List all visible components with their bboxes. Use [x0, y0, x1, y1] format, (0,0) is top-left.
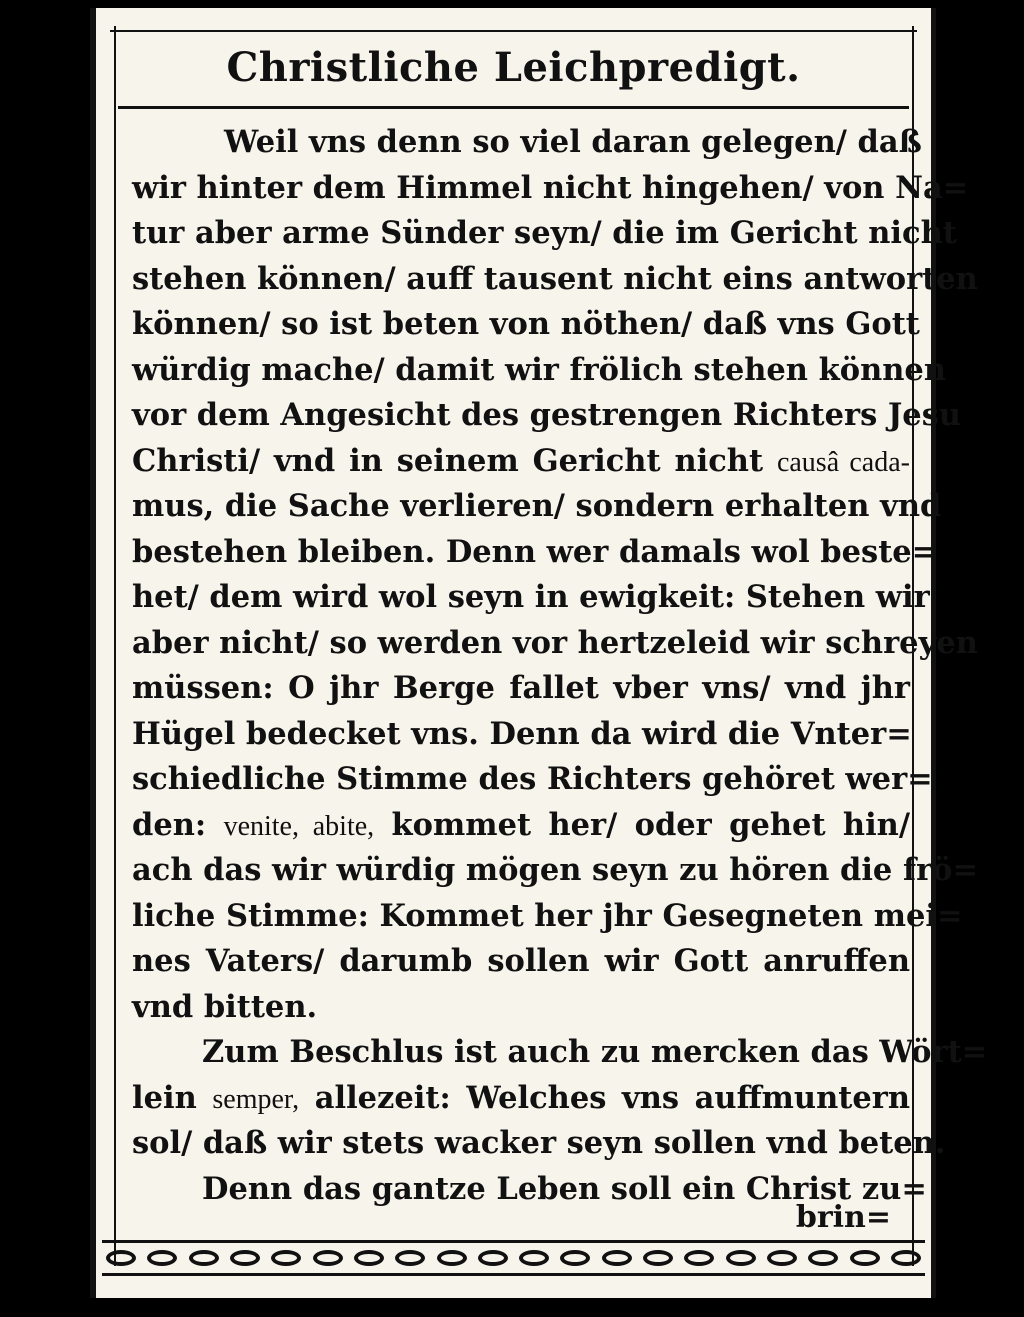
text-line: vnd bitten. [132, 988, 318, 1025]
ornament-link-icon [850, 1250, 880, 1266]
text-line: müssen: O jhr Berge fallet vber vns/ vnd jhr [132, 670, 910, 706]
ornament-link-icon [437, 1250, 467, 1266]
ornament-link-icon [602, 1250, 632, 1266]
ornament-link-icon [891, 1250, 921, 1266]
ornament-link-icon [478, 1250, 508, 1266]
ornament-link-icon [808, 1250, 838, 1266]
text-line: ach das wir würdig mögen seyn zu hören die frö= [132, 852, 979, 888]
ornament-link-icon [395, 1250, 425, 1266]
ornament-link-icon [147, 1250, 177, 1266]
text-line: nes Vaters/ darumb sollen wir Gott anruffen [132, 943, 910, 979]
text-line: schiedliche Stimme des Richters gehöret wer= [132, 761, 933, 797]
text-line: wir hinter dem Himmel nicht hingehen/ von Na= [132, 169, 969, 206]
ornament-link-icon [560, 1250, 590, 1266]
text-line: Hügel bedecket vns. Denn da wird die Vnter= [132, 715, 912, 752]
latin-phrase: causâ cada- [776, 446, 910, 478]
header-rule [118, 106, 909, 109]
ornament-link-icon [271, 1250, 301, 1266]
sermon-text [132, 120, 988, 1212]
text-line: Christi/ vnd in seinem Gericht nicht causâ cada- [132, 442, 910, 479]
ornament-link-icon [189, 1250, 219, 1266]
book-page [90, 8, 988, 1298]
text-line: liche Stimme: Kommet her jhr Gesegneten mei= [132, 897, 963, 934]
ornament-link-icon [767, 1250, 797, 1266]
latin-phrase: semper, [212, 1083, 300, 1115]
text-line: vor dem Angesicht des gestrengen Richters Jesu [132, 397, 962, 433]
latin-phrase: venite, abite, [223, 810, 375, 842]
ornament-link-icon [230, 1250, 260, 1266]
text-line: Zum Beschlus ist auch zu mercken das Wört= [202, 1034, 988, 1070]
text-line: würdig mache/ damit wir frölich stehen können [132, 351, 946, 388]
text-line: aber nicht/ so werden vor hertzeleid wir schreyen [132, 624, 978, 661]
text-line: Denn das gantze Leben soll ein Christ zu= [202, 1170, 927, 1207]
text-line: den: venite, abite, kommet her/ oder gehet hin/ [132, 806, 910, 843]
text-line: het/ dem wird wol seyn in ewigkeit: Stehen wir [132, 579, 930, 615]
ornament-link-icon [519, 1250, 549, 1266]
text-line: lein semper, allezeit: Welches vns auffmuntern [132, 1079, 910, 1116]
text-line: stehen können/ auff tausent nicht eins antworten [132, 260, 978, 297]
ornament-link-icon [354, 1250, 384, 1266]
text-line: Weil vns denn so viel daran gelegen/ daß [224, 124, 922, 160]
text-line: sol/ daß wir stets wacker seyn sollen vnd beten. [132, 1125, 946, 1161]
ornament-link-icon [643, 1250, 673, 1266]
ornament-link-icon [726, 1250, 756, 1266]
ornament-link-icon [313, 1250, 343, 1266]
running-head: Christliche Leichpredigt. [226, 44, 801, 91]
text-line: können/ so ist beten von nöthen/ daß vns Gott [132, 306, 920, 342]
text-line: tur aber arme Sünder seyn/ die im Gericht nicht [132, 215, 957, 251]
catchword: brin= [795, 1200, 891, 1235]
text-line: mus, die Sache verlieren/ sondern erhalten vnd [132, 488, 942, 524]
ornament-link-icon [106, 1250, 136, 1266]
ornament-link-icon [684, 1250, 714, 1266]
text-line: bestehen bleiben. Denn wer damals wol beste= [132, 533, 938, 570]
ornamental-border [102, 1240, 925, 1276]
